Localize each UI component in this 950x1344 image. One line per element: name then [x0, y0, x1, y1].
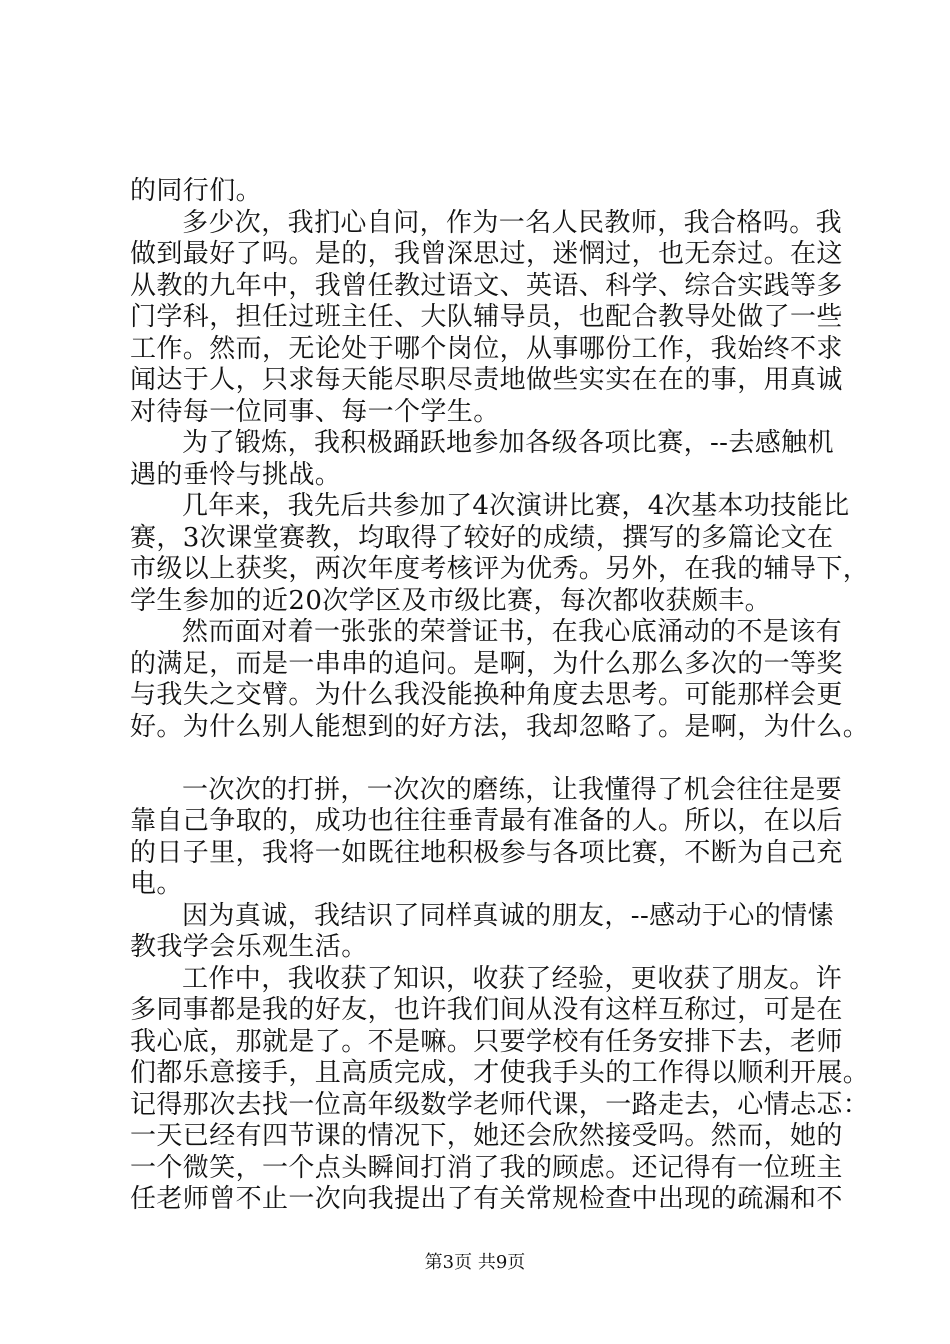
text-line: 工作。然而，无论处于哪个岗位，从事哪份工作，我始终不求 — [130, 333, 843, 364]
text-line: 记得那次去找一位高年级数学老师代课，一路走去，心情忐忑： — [130, 1089, 870, 1120]
text-line: 教我学会乐观生活。 — [130, 932, 368, 962]
text-line: 靠自己争取的，成功也往往垂青最有准备的人。所以，在以后 — [130, 806, 843, 836]
paragraph-start: 工作中，我收获了知识，收获了经验，更收获了朋友。许 — [182, 963, 843, 994]
paragraph-start: 多少次，我扪心自问，作为一名人民教师，我合格吗。我 — [182, 207, 843, 238]
text-line: 任老师曾不止一次向我提出了有关常规检查中出现的疏漏和不 — [130, 1184, 843, 1214]
text-line: 与我失之交臂。为什么我没能换种角度去思考。可能那样会更 — [130, 680, 843, 710]
page-footer: 第3页 共9页 — [424, 1252, 526, 1273]
paragraph-start: 为了锻炼，我积极踊跃地参加各级各项比赛，--去感触机 — [182, 428, 834, 458]
paragraph-start: 一次次的打拼，一次次的磨练，让我懂得了机会往往是要 — [182, 774, 843, 805]
text-line: 做到最好了吗。是的，我曾深思过，迷惘过，也无奈过。在这 — [130, 239, 843, 269]
text-line: 对待每一位同事、每一个学生。 — [130, 396, 500, 427]
text-line: 的同行们。 — [130, 176, 263, 206]
text-line: 一天已经有四节课的情况下，她还会欣然接受吗。然而，她的 — [130, 1121, 843, 1151]
text-line: 市级以上获奖，两次年度考核评为优秀。另外，在我的辅导下， — [130, 554, 870, 584]
text-line: 门学科，担任过班主任、大队辅导员，也配合教导处做了一些 — [130, 302, 843, 332]
text-line: 赛，3次课堂赛教，均取得了较好的成绩，撰写的多篇论文在 — [130, 522, 834, 553]
text-line: 闻达于人，只求每天能尽职尽责地做些实实在在的事，用真诚 — [130, 365, 843, 395]
text-line: 好。为什么别人能想到的好方法，我却忽略了。是啊，为什么。 — [130, 711, 870, 742]
text-line: 的满足，而是一串串的追问。是啊，为什么那么多次的一等奖 — [130, 648, 843, 679]
text-line: 们都乐意接手，且高质完成，才使我手头的工作得以顺利开展。 — [130, 1058, 870, 1088]
text-line: 学生参加的近20次学区及市级比赛，每次都收获颇丰。 — [130, 585, 772, 616]
text-line: 多同事都是我的好友，也许我们间从没有这样互称过，可是在 — [130, 995, 843, 1025]
text-line: 从教的九年中，我曾任教过语文、英语、科学、综合实践等多 — [130, 270, 843, 301]
text-line: 遇的垂怜与挑战。 — [130, 459, 342, 490]
text-line: 我心底，那就是了。不是嘛。只要学校有任务安排下去，老师 — [130, 1026, 843, 1057]
paragraph-start: 因为真诚，我结识了同样真诚的朋友，--感动于心的情愫 — [182, 900, 834, 931]
paragraph-start: 然而面对着一张张的荣誉证书，在我心底涌动的不是该有 — [182, 617, 843, 647]
text-line: 的日子里，我将一如既往地积极参与各项比赛，不断为自己充 — [130, 837, 843, 868]
paragraph-start: 几年来，我先后共参加了4次演讲比赛，4次基本功技能比 — [182, 491, 850, 521]
text-line: 电。 — [130, 869, 183, 899]
text-line: 一个微笑，一个点头瞬间打消了我的顾虑。还记得有一位班主 — [130, 1152, 843, 1183]
